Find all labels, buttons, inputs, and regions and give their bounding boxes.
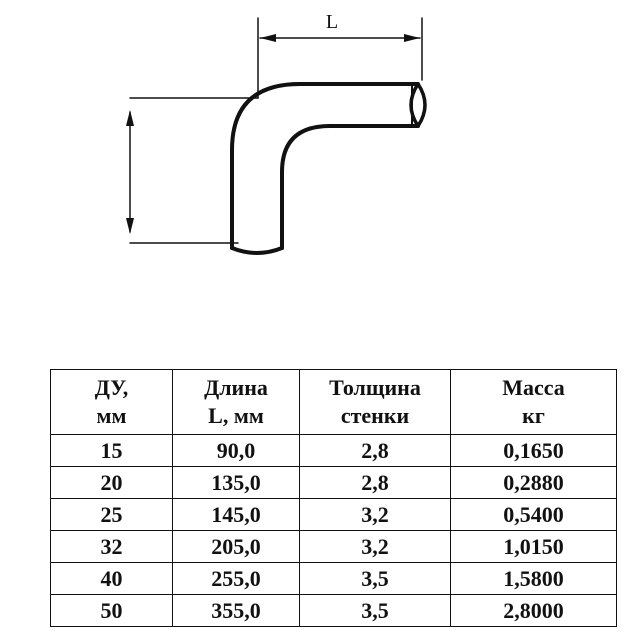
table-cell: 0,1650 — [451, 435, 617, 467]
table-cell: 3,2 — [300, 531, 451, 563]
table-cell: 90,0 — [173, 435, 300, 467]
pipe-bottom-end — [232, 248, 282, 253]
table-cell: 0,2880 — [451, 467, 617, 499]
arrow-left-icon — [260, 34, 276, 42]
table-header-row — [51, 370, 617, 435]
table-row — [51, 499, 617, 531]
column-header — [300, 370, 451, 435]
column-header — [51, 370, 173, 435]
table-row — [51, 563, 617, 595]
column-header-line1: Масса — [502, 375, 565, 400]
table-cell: 355,0 — [173, 595, 300, 627]
column-header-line1: ДУ, — [94, 375, 129, 400]
arrow-right-icon — [404, 34, 420, 42]
table-cell: 255,0 — [173, 563, 300, 595]
table-cell: 145,0 — [173, 499, 300, 531]
column-header-line2: кг — [522, 403, 545, 428]
table-cell: 50 — [51, 595, 173, 627]
table-cell: 2,8000 — [451, 595, 617, 627]
table-cell: 1,0150 — [451, 531, 617, 563]
column-header-line2: L, мм — [208, 403, 264, 428]
column-header-line2: стенки — [340, 403, 410, 428]
column-header-line1: Толщина — [329, 375, 421, 400]
column-header — [451, 370, 617, 435]
table-cell: 3,2 — [300, 499, 451, 531]
arrow-up-icon — [126, 110, 134, 126]
table-cell: 3,5 — [300, 595, 451, 627]
pipe-outer-wall — [232, 84, 418, 248]
table-cell: 2,8 — [300, 435, 451, 467]
table-cell: 25 — [51, 499, 173, 531]
column-header-line1: Длина — [204, 375, 268, 400]
table-row — [51, 435, 617, 467]
table-cell: 15 — [51, 435, 173, 467]
pipe-right-opening — [411, 84, 425, 126]
table-cell: 1,5800 — [451, 563, 617, 595]
table-cell: 205,0 — [173, 531, 300, 563]
pipe-inner-wall — [282, 126, 418, 248]
table-row — [51, 467, 617, 499]
table-cell: 0,5400 — [451, 499, 617, 531]
table-cell: 20 — [51, 467, 173, 499]
table-row — [51, 531, 617, 563]
specification-table — [50, 369, 617, 627]
column-header-line2: мм — [96, 403, 127, 428]
table-cell: 2,8 — [300, 467, 451, 499]
dimension-label-l: L — [325, 11, 339, 33]
arrow-down-icon — [126, 218, 134, 234]
table-cell: 32 — [51, 531, 173, 563]
table-row — [51, 595, 617, 627]
table-cell: 135,0 — [173, 467, 300, 499]
table-cell: 3,5 — [300, 563, 451, 595]
table-cell: 40 — [51, 563, 173, 595]
column-header — [173, 370, 300, 435]
